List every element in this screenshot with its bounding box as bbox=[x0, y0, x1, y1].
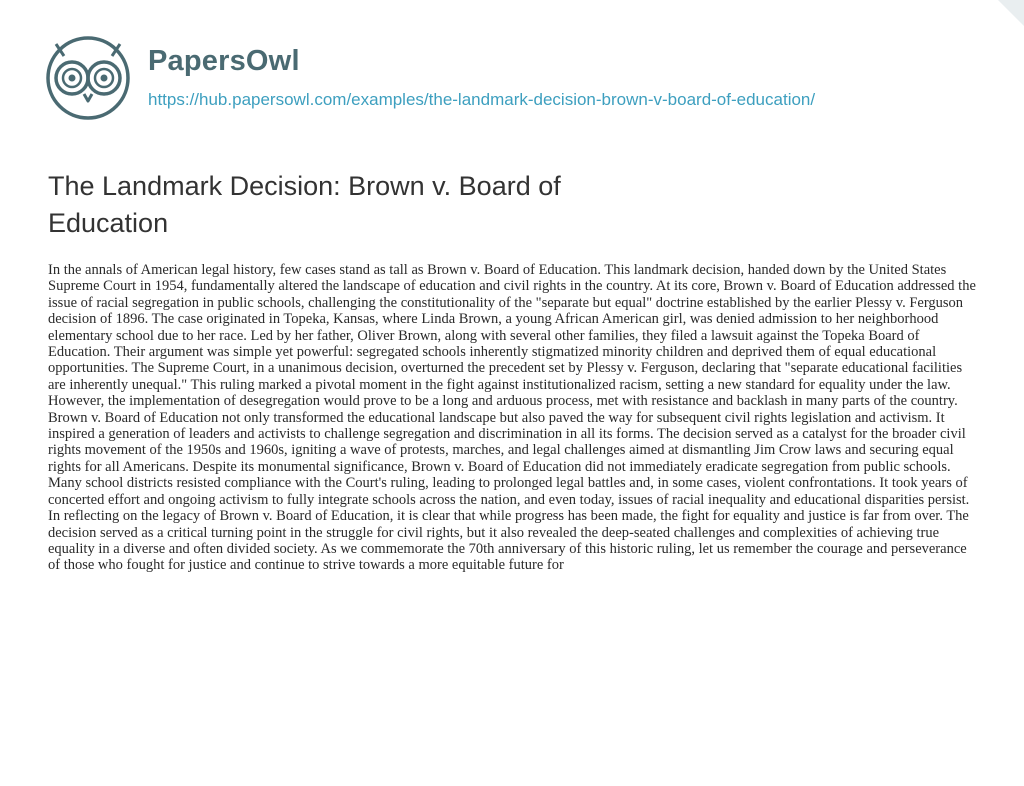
document-title: The Landmark Decision: Brown v. Board of Education bbox=[48, 171, 561, 238]
brand-block bbox=[148, 46, 815, 110]
owl-eyes-icon bbox=[40, 34, 136, 122]
brand-header bbox=[48, 0, 976, 122]
corner-accent bbox=[998, 0, 1024, 26]
document-body: In the annals of American legal history, few cases stand as tall as Brown v. Board of Education. This landmark decision, handed down by the United States Supreme Court in 1954, fundamentally altered the landscape of education and civil rights in the country. At its core, Brown v. Board of Education addressed the issue of racial segregation in public schools, challenging the constitutionality of the "separate but equal" doctrine established by the earlier Plessy v. Ferguson decision of 1896. The case originated in Topeka, Kansas, where Linda Brown, a young African American girl, was denied admission to her neighborhood elementary school due to her race. Led by her father, Oliver Brown, along with several other families, they filed a lawsuit against the Topeka Board of Education. Their argument was simple yet powerful: segregated schools inherently stigmatized minority children and deprived them of equal educational opportunities. The Supreme Court, in a unanimous decision, overturned the precedent set by Plessy v. Ferguson, declaring that "separate educational facilities are inherently unequal." This ruling marked a pivotal moment in the fight against institutionalized racism, setting a new standard for equality under the law. However, the implementation of desegregation would prove to be a long and arduous process, met with resistance and backlash in many parts of the country. Brown v. Board of Education not only transformed the educational landscape but also paved the way for subsequent civil rights legislation and activism. It inspired a generation of leaders and activists to challenge segregation and discrimination in all its forms. The decision served as a catalyst for the broader civil rights movement of the 1950s and 1960s, igniting a wave of protests, marches, and legal challenges aimed at dismantling Jim Crow laws and securing equal rights for all Americans. Despite its monumental significance, Brown v. Board of Education did not immediately eradicate segregation from public schools. Many school districts resisted compliance with the Court's ruling, leading to prolonged legal battles and, in some cases, violent confrontations. It took years of concerted effort and ongoing activism to fully integrate schools across the nation, and even today, issues of racial inequality and educational disparities persist. In reflecting on the legacy of Brown v. Board of Education, it is clear that while progress has been made, the fight for equality and justice is far from over. The decision served as a critical turning point in the struggle for civil rights, but it also revealed the deep-seated challenges and complexities of achieving true equality in a diverse and often divided society. As we commemorate the 70th anniversary of this historic ruling, let us remember the courage and perseverance of those who fought for justice and continue to strive towards a more equitable future for bbox=[48, 262, 976, 574]
brand-name: PapersOwl bbox=[148, 45, 300, 78]
source-url-link[interactable]: https://hub.papersowl.com/examples/the-landmark-decision-brown-v-board-of-education/ bbox=[148, 89, 816, 109]
